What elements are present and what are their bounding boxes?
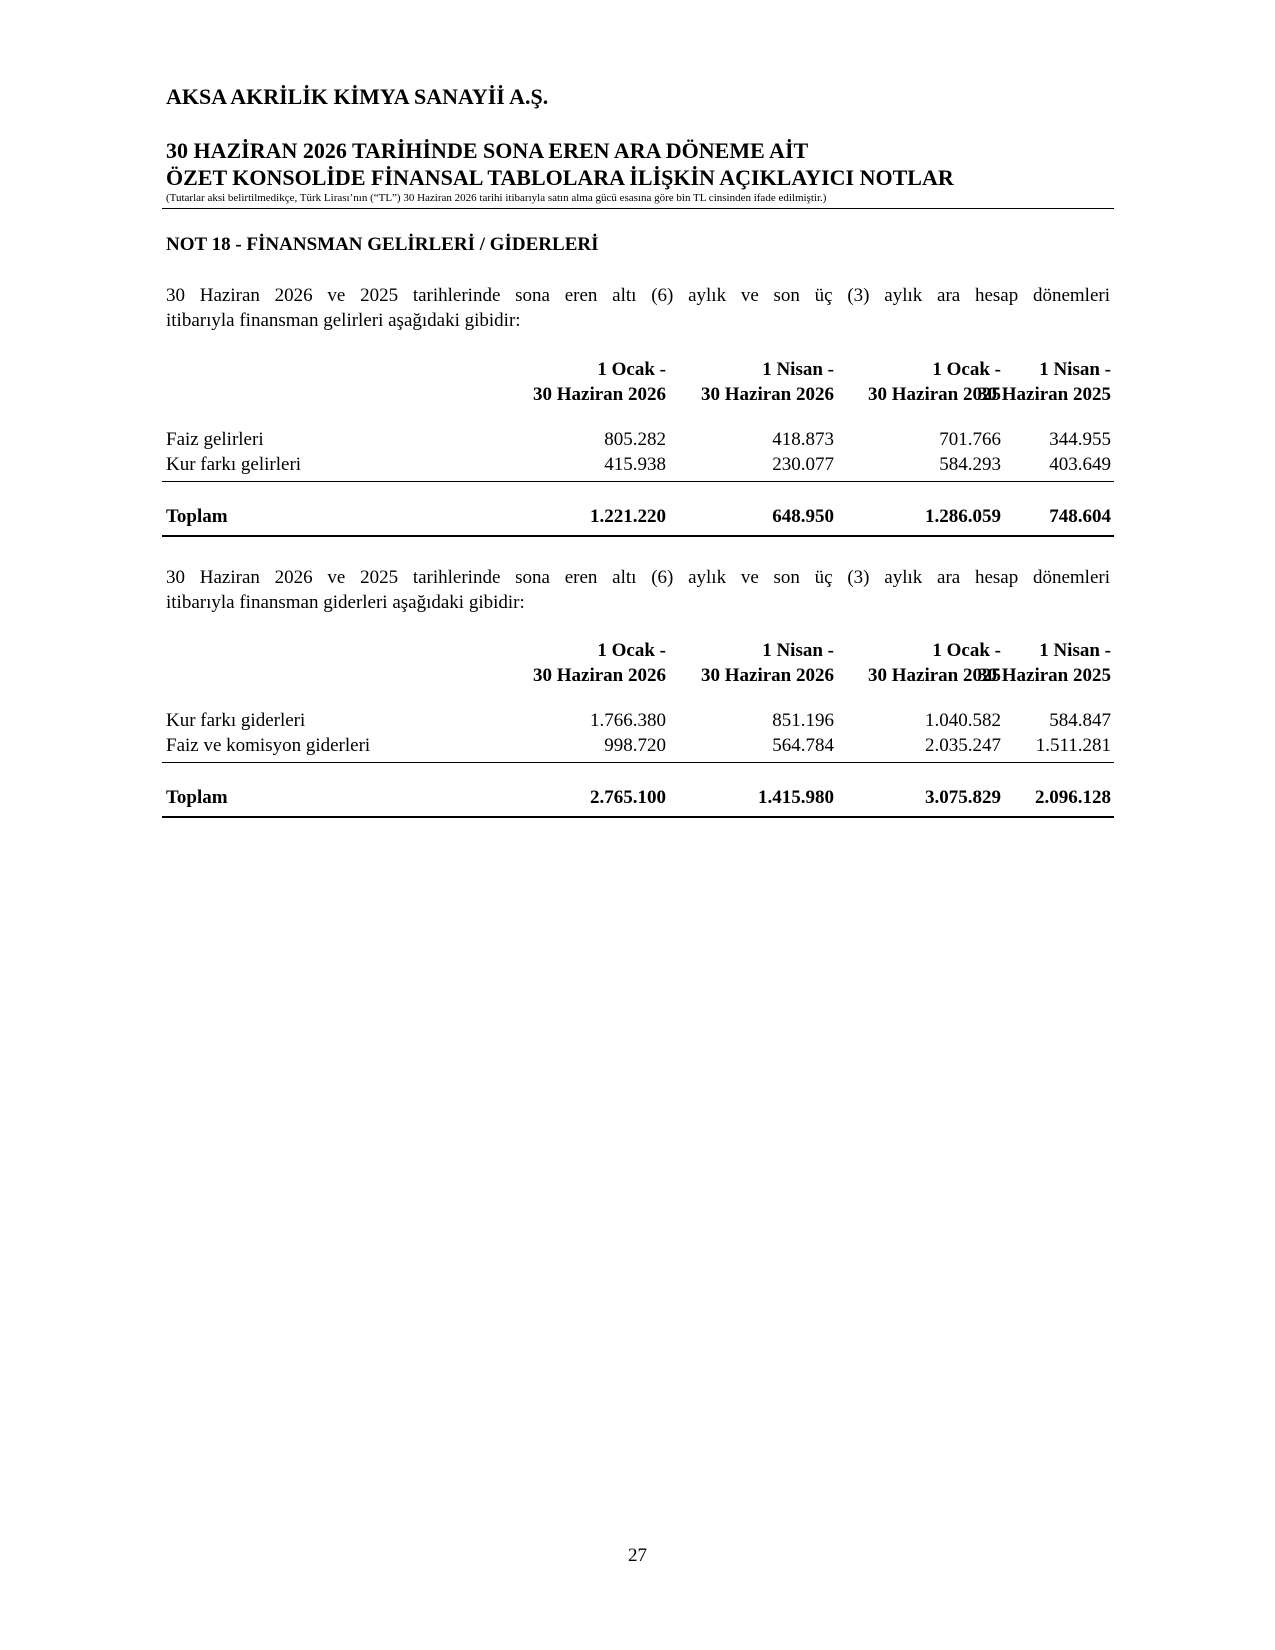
- total-cell: 1.286.059: [925, 506, 1001, 527]
- header-divider: [162, 208, 1114, 209]
- report-title-line-1: 30 HAZİRAN 2026 TARİHİNDE SONA EREN ARA DÖNEME AİT: [166, 138, 809, 163]
- table-row: [166, 427, 1114, 452]
- total-cell: 748.604: [1049, 506, 1111, 527]
- column-header: 1 Ocak - 30 Haziran 2025: [868, 359, 1001, 405]
- table-cell: 564.784: [772, 735, 834, 756]
- table-row: [166, 452, 1114, 477]
- total-cell: 3.075.829: [925, 787, 1001, 808]
- table-row: [166, 733, 1114, 758]
- table-cell: 1.040.582: [925, 710, 1001, 731]
- table-cell: 701.766: [939, 429, 1001, 450]
- subtotal-rule: [162, 481, 1114, 482]
- total-cell: 648.950: [772, 506, 834, 527]
- table-cell: 230.077: [772, 454, 834, 475]
- total-rule: [162, 816, 1114, 818]
- column-header: 1 Nisan - 30 Haziran 2025: [978, 640, 1111, 686]
- income-intro-line-2: itibarıyla finansman gelirleri aşağıdaki gibidir:: [166, 310, 521, 331]
- column-header: 1 Ocak - 30 Haziran 2025: [868, 640, 1001, 686]
- total-label: Toplam: [166, 787, 228, 808]
- row-label: Faiz ve komisyon giderleri: [166, 735, 371, 756]
- table-cell: 403.649: [1049, 454, 1111, 475]
- expense-intro-line-1: 30 Haziran 2026 ve 2025 tarihlerinde sona eren altı (6) aylık ve son üç (3) aylık ara hesap dönemleri: [166, 567, 1110, 588]
- column-header: 1 Ocak - 30 Haziran 2026: [533, 359, 666, 405]
- row-label: Kur farkı giderleri: [166, 710, 306, 731]
- table-cell: 418.873: [772, 429, 834, 450]
- table-cell: 584.847: [1049, 710, 1111, 731]
- table-cell: 998.720: [604, 735, 666, 756]
- column-header: 1 Nisan - 30 Haziran 2026: [701, 640, 834, 686]
- table-row: [166, 708, 1114, 733]
- column-header: 1 Nisan - 30 Haziran 2026: [701, 359, 834, 405]
- table-cell: 1.511.281: [1035, 735, 1111, 756]
- total-cell: 2.096.128: [1035, 787, 1111, 808]
- table-cell: 851.196: [772, 710, 834, 731]
- expense-intro-paragraph: [166, 565, 1110, 615]
- table-cell: 805.282: [604, 429, 666, 450]
- table-cell: 415.938: [604, 454, 666, 475]
- report-title-line-2: ÖZET KONSOLİDE FİNANSAL TABLOLARA İLİŞKİN AÇIKLAYICI NOTLAR: [166, 165, 954, 190]
- currency-note: (Tutarlar aksi belirtilmedikçe, Türk Lirası’nın (“TL”) 30 Haziran 2026 tarihi itibarıyla satın alma gücü esasına göre bin TL cinsinden ifade edilmiştir.): [166, 192, 827, 204]
- income-intro-paragraph: [166, 283, 1110, 333]
- total-row: [166, 504, 1114, 529]
- company-name: AKSA AKRİLİK KİMYA SANAYİİ A.Ş.: [166, 84, 549, 109]
- total-cell: 1.221.220: [590, 506, 666, 527]
- column-header: 1 Ocak - 30 Haziran 2026: [533, 640, 666, 686]
- column-header: 1 Nisan - 30 Haziran 2025: [978, 359, 1111, 405]
- row-label: Faiz gelirleri: [166, 429, 264, 450]
- row-label: Kur farkı gelirleri: [166, 454, 302, 475]
- income-intro-line-1: 30 Haziran 2026 ve 2025 tarihlerinde sona eren altı (6) aylık ve son üç (3) aylık ara hesap dönemleri: [166, 285, 1110, 306]
- total-label: Toplam: [166, 506, 228, 527]
- total-cell: 1.415.980: [758, 787, 834, 808]
- subtotal-rule: [162, 762, 1114, 763]
- expense-intro-line-2: itibarıyla finansman giderleri aşağıdaki gibidir:: [166, 592, 525, 613]
- table-cell: 1.766.380: [590, 710, 666, 731]
- table-cell: 584.293: [939, 454, 1001, 475]
- total-cell: 2.765.100: [590, 787, 666, 808]
- total-rule: [162, 535, 1114, 537]
- table-cell: 2.035.247: [925, 735, 1001, 756]
- note-heading: NOT 18 - FİNANSMAN GELİRLERİ / GİDERLERİ: [166, 234, 599, 255]
- total-row: [166, 785, 1114, 810]
- page-number: 27: [628, 1545, 647, 1566]
- table-cell: 344.955: [1049, 429, 1111, 450]
